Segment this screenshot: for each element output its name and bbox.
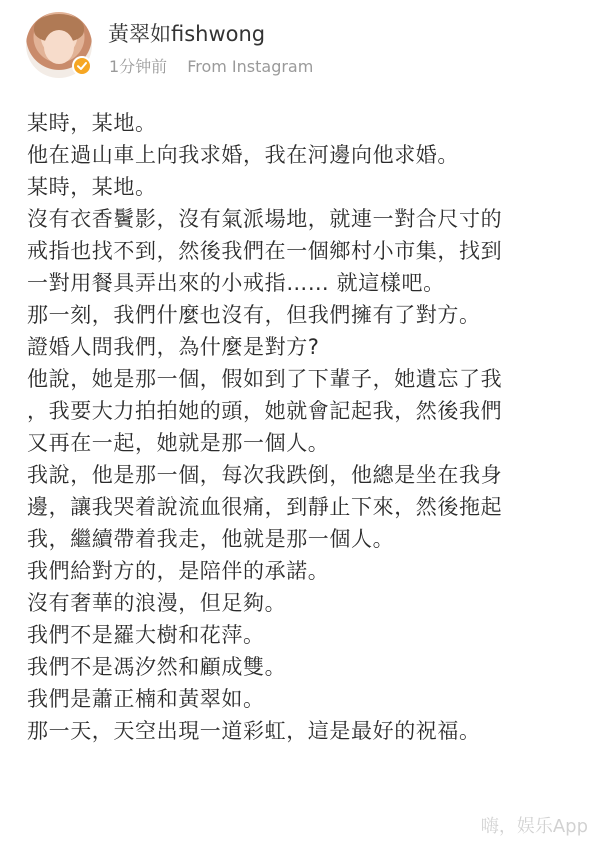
avatar-face — [44, 30, 74, 64]
post-source: From Instagram — [187, 57, 314, 76]
post-line: 戒指也找不到，然後我們在一個鄉村小市集，找到 — [27, 239, 503, 263]
post-line: 證婚人問我們，為什麼是對方? — [27, 335, 320, 359]
post-line: 又再在一起，她就是那一個人。 — [27, 431, 330, 455]
post-header — [0, 0, 600, 96]
post-line: 他說，她是那一個，假如到了下輩子，她遺忘了我 — [27, 367, 503, 391]
verified-badge-icon — [72, 56, 92, 76]
post-line: 那一天，天空出現一道彩虹，這是最好的祝福。 — [27, 719, 481, 743]
post-time: 1分钟前 — [109, 57, 168, 76]
username[interactable]: 黃翠如fishwong — [108, 22, 266, 46]
post-line: 沒有奢華的浪漫，但足夠。 — [27, 591, 287, 615]
post-line: 某時，某地。 — [27, 175, 157, 199]
post-line: 我說，他是那一個，每次我跌倒，他總是坐在我身 — [27, 463, 503, 487]
post-line: 我，繼續帶着我走，他就是那一個人。 — [27, 527, 395, 551]
post-line: 我們給對方的，是陪伴的承諾。 — [27, 559, 330, 583]
post-text — [27, 107, 587, 747]
post-line: 我們不是馮汐然和顧成雙。 — [27, 655, 287, 679]
post-line: 沒有衣香鬢影，沒有氣派場地，就連一對合尺寸的 — [27, 207, 503, 231]
post-line: 我們是蕭正楠和黃翠如。 — [27, 687, 265, 711]
checkmark-icon — [76, 60, 88, 72]
post-line: 我們不是羅大樹和花萍。 — [27, 623, 265, 647]
post-line: 一對用餐具弄出來的小戒指…… 就這樣吧。 — [27, 271, 445, 295]
post-line: 那一刻，我們什麼也沒有，但我們擁有了對方。 — [27, 303, 481, 327]
watermark: 嗨，娱乐App — [480, 816, 588, 837]
post-meta — [109, 54, 313, 77]
post-line: 某時，某地。 — [27, 111, 157, 135]
post-line: 他在過山車上向我求婚，我在河邊向他求婚。 — [27, 143, 459, 167]
post-line: ，我要大力拍拍她的頭，她就會記起我，然後我們 — [27, 399, 503, 423]
post-line: 邊，讓我哭着說流血很痛，到靜止下來，然後拖起 — [27, 495, 503, 519]
